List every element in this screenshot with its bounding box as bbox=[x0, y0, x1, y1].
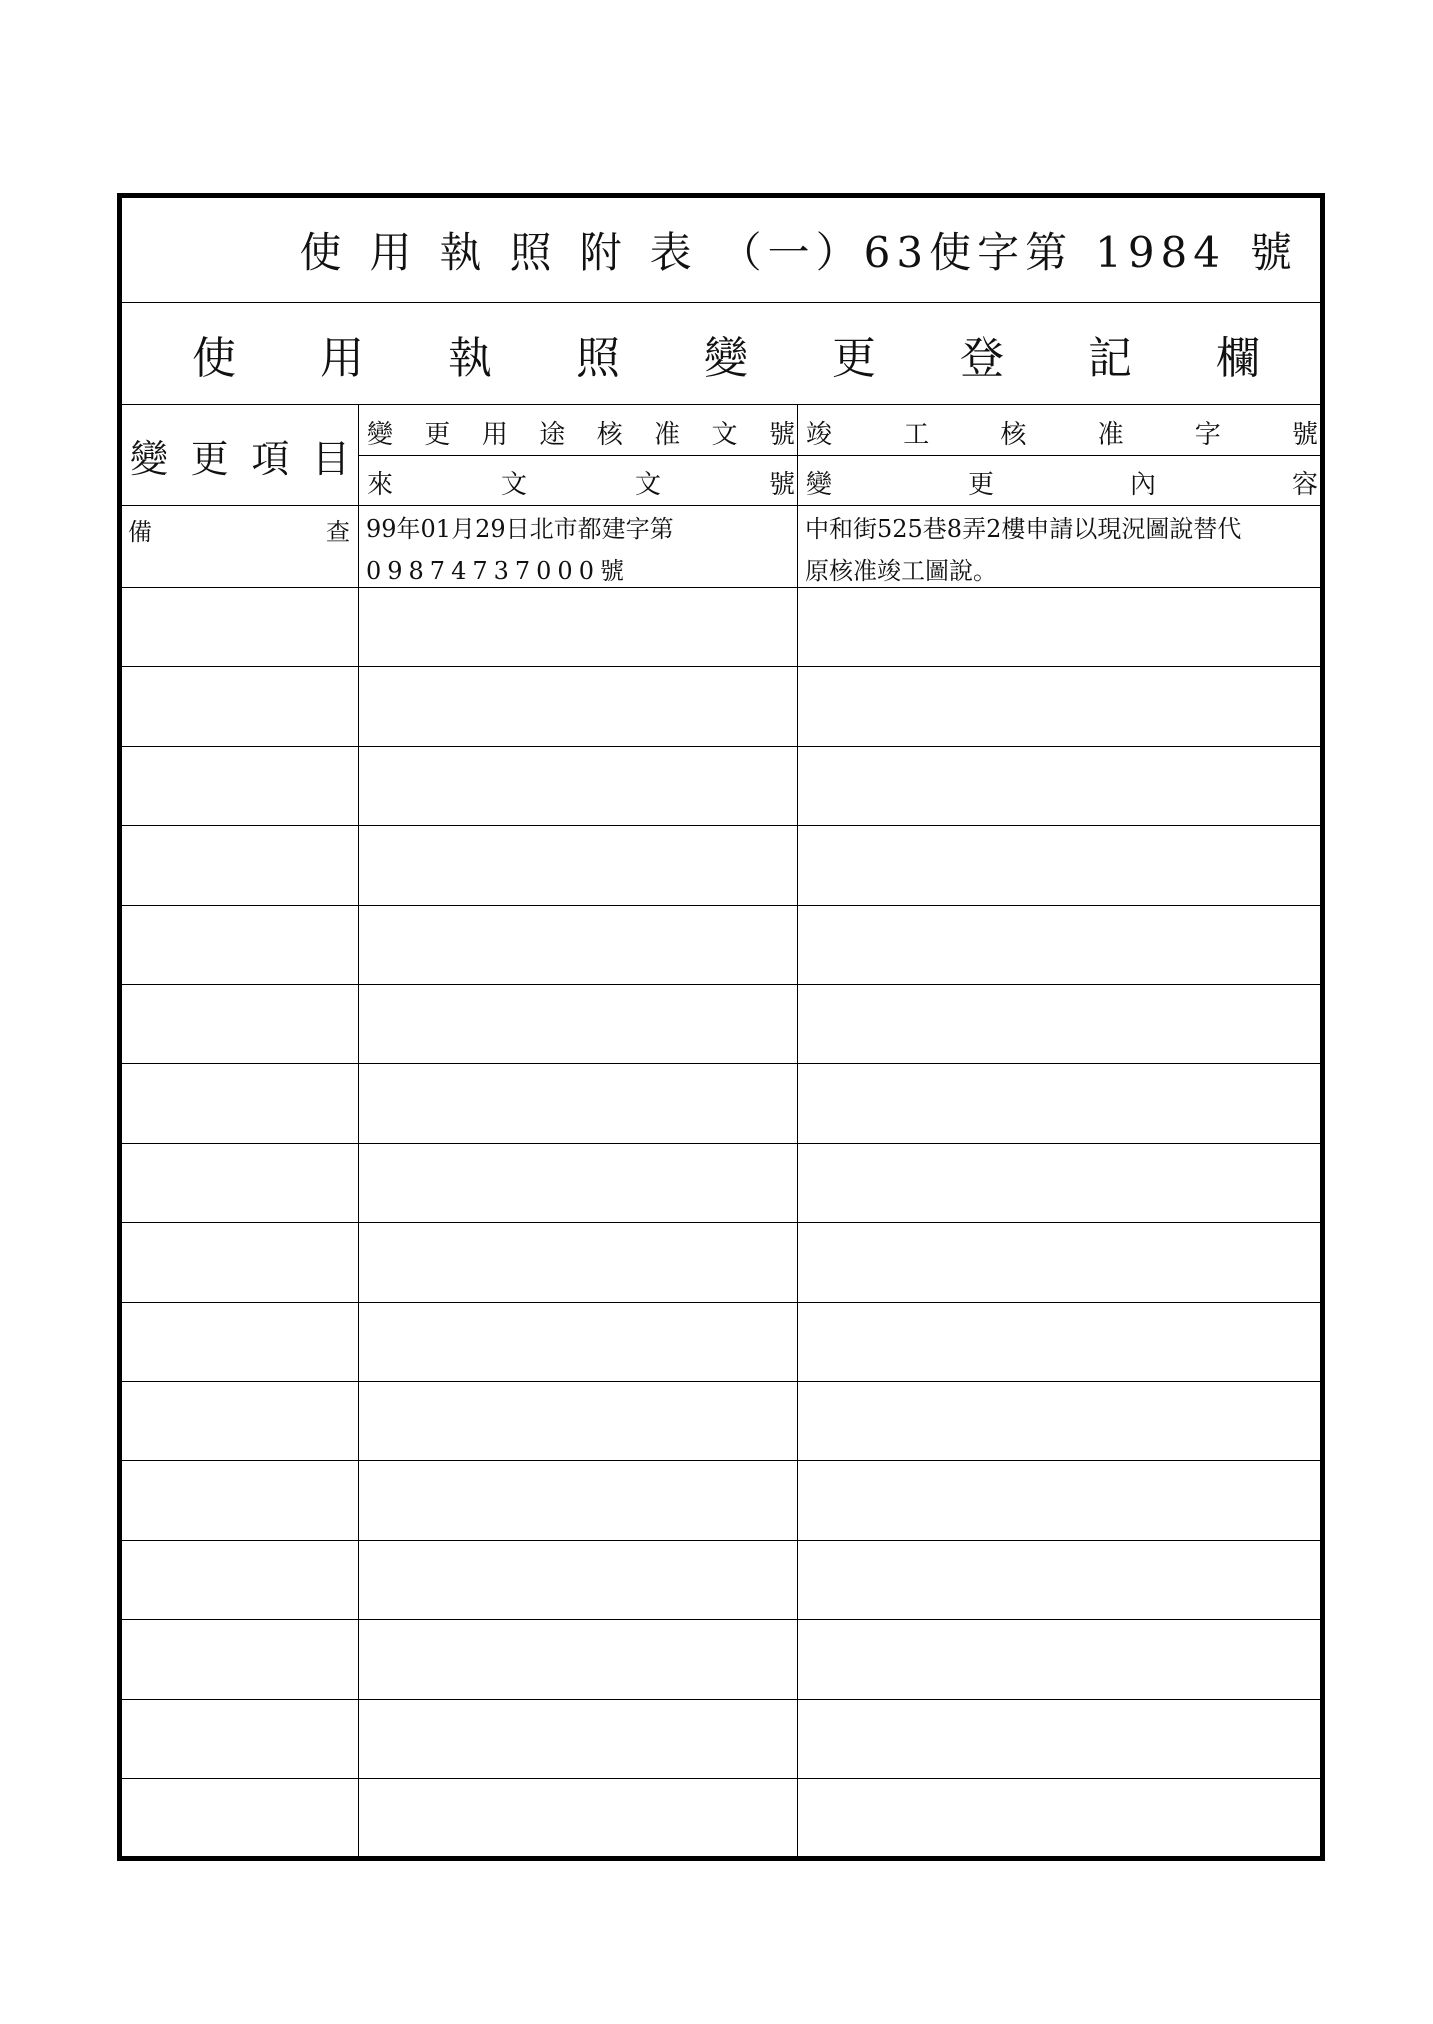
header-char: 目 bbox=[311, 436, 350, 481]
subtitle-char: 用 bbox=[320, 332, 364, 384]
row-line bbox=[122, 1143, 1320, 1144]
header-char: 變 bbox=[806, 469, 833, 500]
row-line bbox=[122, 1302, 1320, 1303]
header-char: 途 bbox=[539, 419, 566, 450]
header-char: 准 bbox=[1097, 419, 1124, 450]
header-char: 更 bbox=[967, 469, 994, 500]
header-char: 號 bbox=[1291, 419, 1318, 450]
header-char: 核 bbox=[596, 419, 623, 450]
row-line bbox=[122, 1778, 1320, 1779]
header-char: 更 bbox=[190, 436, 229, 481]
header-char: 內 bbox=[1129, 469, 1156, 500]
form-title bbox=[122, 198, 1320, 303]
title-char: 執 bbox=[439, 228, 488, 277]
row-1-content-line-2: 原核准竣工圖說。 bbox=[805, 557, 997, 585]
header-char: 文 bbox=[634, 469, 661, 500]
title-char: 照 bbox=[509, 228, 558, 277]
subtitle-char: 記 bbox=[1088, 332, 1132, 384]
row-line bbox=[122, 1540, 1320, 1541]
header-char: 變 bbox=[367, 419, 394, 450]
form-subtitle bbox=[122, 303, 1320, 405]
column-line bbox=[797, 405, 798, 1856]
row-line bbox=[122, 1063, 1320, 1064]
header-char: 文 bbox=[711, 419, 738, 450]
header-char: 工 bbox=[903, 419, 930, 450]
usage-permit-form bbox=[117, 193, 1325, 1861]
title-char: 使 bbox=[299, 228, 348, 277]
header-char: 號 bbox=[768, 469, 795, 500]
row-1-change-content bbox=[805, 508, 1325, 592]
column-line bbox=[358, 405, 359, 1856]
row-1-doc-line-1: 99年01月29日北市都建字第 bbox=[366, 515, 674, 543]
header-incoming-no bbox=[367, 460, 795, 504]
title-char: （一） bbox=[719, 228, 864, 277]
title-char: 表 bbox=[649, 228, 698, 277]
row-line bbox=[122, 1619, 1320, 1620]
subtitle-char: 更 bbox=[832, 332, 876, 384]
form-subtitle-text bbox=[192, 303, 1260, 404]
subtitle-char: 執 bbox=[448, 332, 492, 384]
subtitle-char: 使 bbox=[192, 332, 236, 384]
title-char: 用 bbox=[369, 228, 418, 277]
header-char: 竣 bbox=[806, 419, 833, 450]
subtitle-char: 變 bbox=[704, 332, 748, 384]
row-line bbox=[122, 984, 1320, 985]
row-1-document-number bbox=[366, 508, 796, 592]
header-char: 號 bbox=[768, 419, 795, 450]
row-line bbox=[122, 666, 1320, 667]
row-1-item-char: 備 bbox=[128, 517, 152, 546]
subtitle-char: 照 bbox=[576, 332, 620, 384]
row-1-item bbox=[128, 508, 350, 550]
header-change-item bbox=[130, 413, 350, 497]
row-line bbox=[122, 746, 1320, 747]
title-char: 號 bbox=[1249, 228, 1298, 277]
header-char: 文 bbox=[500, 469, 527, 500]
subtitle-char: 登 bbox=[960, 332, 1004, 384]
row-line bbox=[122, 1381, 1320, 1382]
header-char: 更 bbox=[424, 419, 451, 450]
title-char: 1984 bbox=[1095, 228, 1226, 277]
header-divider bbox=[358, 455, 1320, 456]
header-char: 核 bbox=[1000, 419, 1027, 450]
title-char: 63 bbox=[863, 228, 930, 277]
row-1-item-char: 查 bbox=[326, 517, 350, 546]
header-char: 變 bbox=[130, 436, 169, 481]
header-char: 容 bbox=[1291, 469, 1318, 500]
row-1-content-line-1: 中和街525巷8弄2樓申請以現況圖說替代 bbox=[805, 515, 1242, 543]
row-line bbox=[122, 1699, 1320, 1700]
title-char: 附 bbox=[579, 228, 628, 277]
row-line bbox=[122, 905, 1320, 906]
header-char: 來 bbox=[367, 469, 394, 500]
header-char: 用 bbox=[481, 419, 508, 450]
row-line bbox=[122, 1460, 1320, 1461]
row-1-doc-line-2: 09874737000號 bbox=[366, 557, 630, 585]
header-char: 准 bbox=[654, 419, 681, 450]
header-char: 項 bbox=[251, 436, 290, 481]
header-bottom-line bbox=[122, 505, 1320, 506]
header-change-content bbox=[806, 460, 1318, 504]
subtitle-char: 欄 bbox=[1216, 332, 1260, 384]
row-line bbox=[122, 587, 1320, 588]
row-line bbox=[122, 1222, 1320, 1223]
header-char: 字 bbox=[1194, 419, 1221, 450]
title-char: 使字第 bbox=[929, 228, 1074, 277]
form-title-text bbox=[300, 220, 1298, 280]
header-approval-no bbox=[367, 410, 795, 454]
header-completion-no bbox=[806, 410, 1318, 454]
row-line bbox=[122, 825, 1320, 826]
